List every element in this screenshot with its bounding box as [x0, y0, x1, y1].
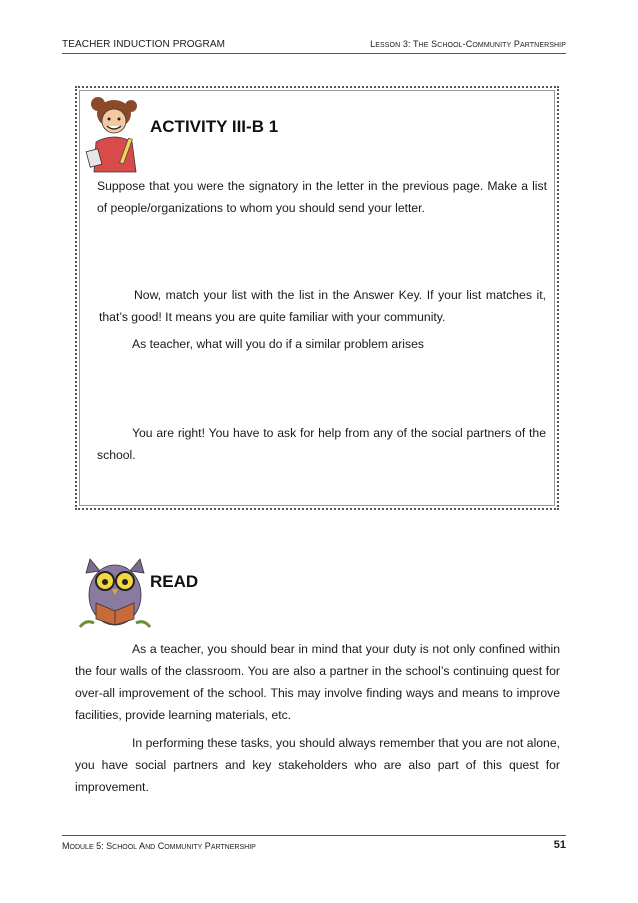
read-paragraph-1: As a teacher, you should bear in mind that your duty is not only confined within the four walls of the classroom. You are also a partner in the school’s continuing quest for over-all improvement of the school. This may involve finding ways and means to improve facilities, provide learning materials, etc. [75, 642, 560, 722]
activity-paragraph-2: Now, match your list with the list in the Answer Key. If your list matches it, that’s good! It means you are quite familiar with your community. [99, 288, 546, 324]
program-title: TEACHER INDUCTION PROGRAM [62, 39, 226, 50]
teacher-with-pencil-icon [84, 94, 148, 174]
read-title: READ [150, 572, 199, 591]
activity-title: ACTIVITY III-B 1 [150, 117, 279, 136]
lesson-title: LESSON 3: THE SCHOOL-COMMUNITY PARTNERSHIP [370, 39, 566, 49]
owl-reading-book-icon [76, 553, 154, 633]
read-paragraph-2: In performing these tasks, you should always remember that you are not alone, you have social partners and key stakeholders who are also part of this quest for improvement. [75, 736, 560, 794]
page-footer [62, 835, 566, 856]
activity-paragraph-4: You are right! You have to ask for help from any of the social partners of the school. [97, 426, 546, 462]
module-title: MODULE 5: SCHOOL AND COMMUNITY PARTNERSHIP [62, 841, 256, 851]
page-number: 51 [553, 839, 566, 851]
activity-paragraph-3: As teacher, what will you do if a similar problem arises [132, 337, 424, 351]
page-header [62, 37, 566, 54]
activity-paragraph-1: Suppose that you were the signatory in the letter in the previous page. Make a list of people/organizations to whom you should send your letter. [97, 179, 547, 215]
